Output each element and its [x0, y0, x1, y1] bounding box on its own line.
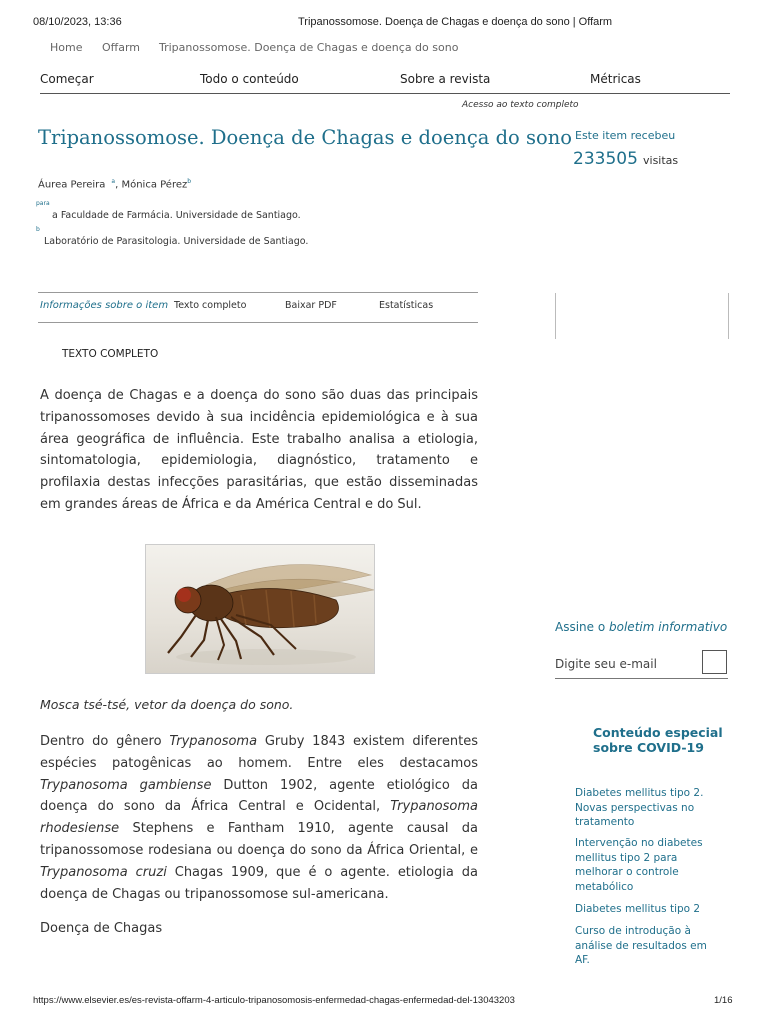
tab-download-pdf[interactable]: Baixar PDF: [285, 300, 337, 311]
affiliation-a-marker: para: [36, 200, 50, 207]
access-full-text-link[interactable]: Acesso ao texto completo: [462, 100, 579, 110]
tab-statistics[interactable]: Estatísticas: [379, 300, 434, 311]
authors: [38, 178, 191, 190]
author-1[interactable]: Áurea Pereira: [38, 179, 106, 191]
affiliation-b: Laboratório de Parasitologia. Universidade de Santiago.: [44, 236, 309, 247]
newsletter-signup: [555, 620, 727, 634]
visits-label: Este item recebeu: [575, 129, 676, 142]
section-label: TEXTO COMPLETO: [62, 348, 159, 360]
nav-metrics[interactable]: Métricas: [590, 72, 641, 86]
email-input[interactable]: Digite seu e-mail: [555, 657, 657, 671]
print-page-title: Tripanossomose. Doença de Chagas e doença do sono | Offarm: [298, 16, 613, 28]
tab-full-text[interactable]: Texto completo: [174, 300, 247, 311]
related-link-4[interactable]: Curso de introdução à análise de resultados em AF.: [575, 925, 707, 966]
tabs-bottom-border: [38, 322, 478, 323]
sidebar-box-right-border: [728, 293, 729, 339]
print-page-number: 1/16: [714, 995, 733, 1006]
related-link-3[interactable]: Diabetes mellitus tipo 2: [575, 903, 701, 915]
tsetse-fly-image: [145, 544, 375, 674]
affiliation-b-marker: b: [36, 226, 40, 233]
newsletter-prefix: Assine o: [555, 620, 610, 634]
tab-item-info[interactable]: Informações sobre o item: [40, 300, 169, 311]
covid-special-title[interactable]: Conteúdo especial sobre COVID-19: [593, 725, 723, 755]
figure-caption: Mosca tsé-tsé, vetor da doença do sono.: [40, 697, 294, 712]
print-footer-url: https://www.elsevier.es/es-revista-offarm-4-articulo-tripanosomosis-enfermedad-chagas-enfermedad-del-13043203: [33, 995, 515, 1006]
breadcrumb-home[interactable]: Home: [50, 41, 83, 54]
sidebar-box-left-border: [555, 293, 556, 339]
tabs-top-border: [38, 292, 478, 293]
abstract-paragraph: A doença de Chagas e a doença do sono são duas das principais tripanossomoses devido à sua incidência epidemiológica e à sua área geográfica de influência. Este trabalho analisa a etiologia, sintomatologia, epidemiologia, diagnóstico, tratamento e profilaxia destas infecções parasitárias, que estão disseminadas em grandes áreas de África e da América Central e do Sul.: [40, 388, 478, 512]
body-paragraph: Dentro do gênero Trypanosoma Gruby 1843 existem diferentes espécies patogênicas ao homem. Entre eles destacamos Trypanosoma gambiense Dutton 1902, agente etiológico da doença do sono da África Central e Ocidental, Trypanosoma rhodesiense Stephens e Fantham 1910, agente causal da tripanossomose rodesiana ou doença do sono da África Oriental, e Trypanosoma cruzi Chagas 1909, que é o agente. etiologia da doença de Chagas ou tripanossomose sul-americana.: [40, 734, 479, 902]
author-2[interactable]: , Mónica Pérez: [115, 179, 188, 191]
nav-start[interactable]: Começar: [40, 72, 94, 86]
related-link-1[interactable]: Diabetes mellitus tipo 2. Novas perspectivas no tratamento: [575, 787, 704, 828]
article-title: Tripanossomose. Doença de Chagas e doença do sono: [38, 126, 573, 149]
subheading-chagas: Doença de Chagas: [40, 921, 163, 936]
author-1-affiliation-marker[interactable]: a: [111, 178, 116, 185]
print-datetime: 08/10/2023, 13:36: [33, 16, 122, 28]
related-link-2[interactable]: Intervenção no diabetes mellitus tipo 2 para melhorar o controle metabólico: [575, 837, 703, 893]
tsetse-fly-illustration: [146, 545, 375, 674]
breadcrumb-offarm[interactable]: Offarm: [102, 41, 141, 54]
author-2-affiliation-marker[interactable]: b: [187, 178, 192, 185]
nav-about[interactable]: Sobre a revista: [400, 72, 491, 86]
email-underline: [555, 678, 728, 679]
visits-counter: [573, 149, 678, 169]
breadcrumb-current: Tripanossomose. Doença de Chagas e doença do sono: [159, 41, 459, 54]
visits-unit: visitas: [643, 154, 679, 167]
newsletter-link[interactable]: boletim informativo: [609, 620, 728, 634]
visits-count: 233505: [573, 149, 638, 169]
nav-all-content[interactable]: Todo o conteúdo: [200, 72, 299, 86]
nav-divider: [40, 93, 730, 94]
email-submit-checkbox[interactable]: [702, 650, 727, 674]
affiliation-a: a Faculdade de Farmácia. Universidade de Santiago.: [52, 210, 301, 221]
